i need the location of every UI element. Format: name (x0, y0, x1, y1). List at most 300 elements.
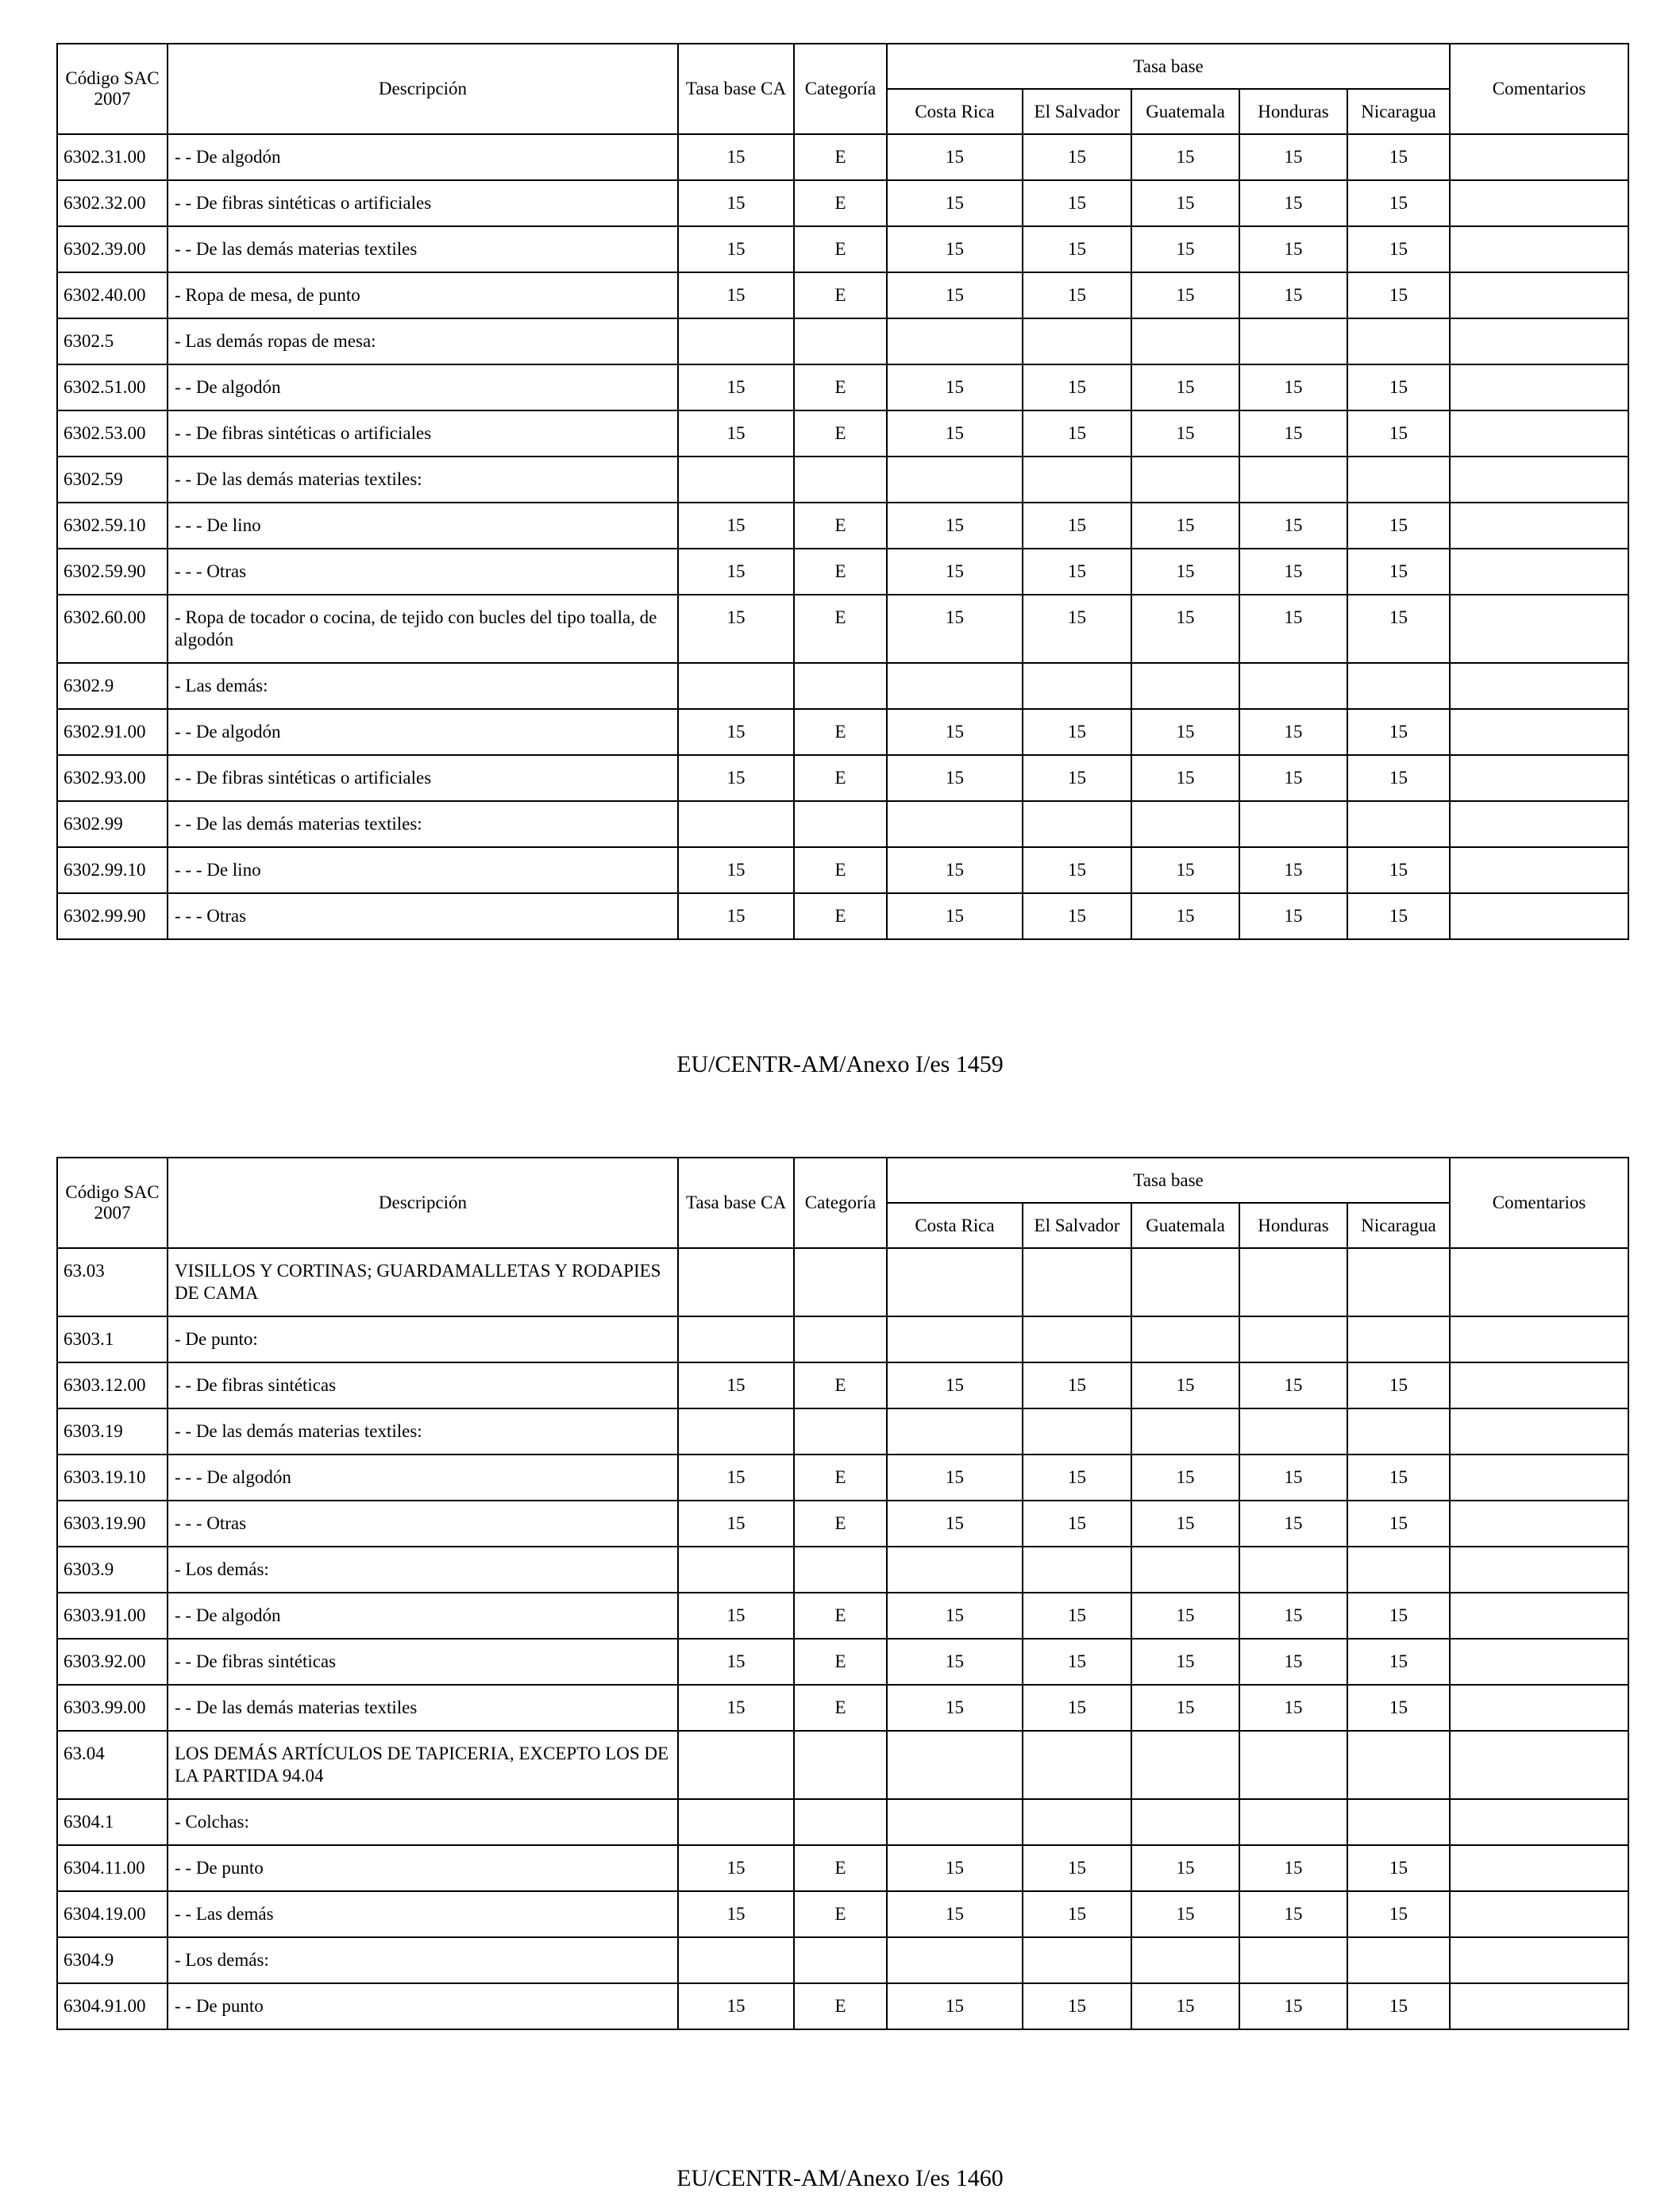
honduras-cell: 15 (1239, 364, 1347, 410)
table-row (57, 272, 1628, 318)
nicaragua-cell: 15 (1347, 410, 1450, 457)
guatemala-cell: 15 (1131, 1455, 1239, 1501)
honduras-cell: 15 (1239, 1845, 1347, 1891)
el-salvador-cell: 15 (1023, 134, 1131, 180)
categoria-cell: E (794, 595, 887, 663)
tasa-base-ca-cell: 15 (678, 503, 794, 549)
comentarios-cell (1450, 709, 1628, 755)
description-cell: - - De algodón (168, 709, 678, 755)
honduras-cell: 15 (1239, 1891, 1347, 1937)
description-cell: - - De las demás materias textiles (168, 1685, 678, 1731)
description-cell: - - De algodón (168, 1593, 678, 1639)
honduras-cell: 15 (1239, 503, 1347, 549)
costa-rica-cell (887, 1731, 1023, 1799)
comentarios-cell (1450, 457, 1628, 503)
header-nicaragua: Nicaragua (1347, 1203, 1450, 1248)
table-body (57, 1248, 1628, 2029)
costa-rica-cell (887, 663, 1023, 709)
code-cell: 6302.53.00 (57, 410, 168, 457)
code-cell: 6302.93.00 (57, 755, 168, 801)
categoria-cell: E (794, 1501, 887, 1547)
table-row (57, 1593, 1628, 1639)
header-tasa-base: Tasa base (887, 44, 1450, 89)
comentarios-cell (1450, 801, 1628, 847)
guatemala-cell (1131, 318, 1239, 364)
honduras-cell: 15 (1239, 893, 1347, 939)
table-row (57, 709, 1628, 755)
tasa-base-ca-cell: 15 (678, 709, 794, 755)
costa-rica-cell (887, 1547, 1023, 1593)
tasa-base-ca-cell (678, 663, 794, 709)
description-cell: - - - Otras (168, 1501, 678, 1547)
honduras-cell (1239, 1731, 1347, 1799)
comentarios-cell (1450, 1983, 1628, 2029)
comentarios-cell (1450, 1316, 1628, 1362)
el-salvador-cell (1023, 1731, 1131, 1799)
description-cell: - - - Otras (168, 893, 678, 939)
page-footer-1: EU/CENTR-AM/Anexo I/es 1459 (676, 1051, 1004, 1077)
nicaragua-cell: 15 (1347, 1685, 1450, 1731)
tariff-table-page-2 (56, 1157, 1629, 2030)
categoria-cell (794, 1248, 887, 1316)
nicaragua-cell (1347, 1799, 1450, 1845)
costa-rica-cell (887, 1316, 1023, 1362)
description-cell: - - De algodón (168, 134, 678, 180)
code-cell: 6302.51.00 (57, 364, 168, 410)
comentarios-cell (1450, 1799, 1628, 1845)
guatemala-cell: 15 (1131, 1593, 1239, 1639)
code-cell: 6302.31.00 (57, 134, 168, 180)
tasa-base-ca-cell (678, 1731, 794, 1799)
el-salvador-cell: 15 (1023, 755, 1131, 801)
description-cell: - - De fibras sintéticas (168, 1362, 678, 1408)
el-salvador-cell (1023, 801, 1131, 847)
guatemala-cell: 15 (1131, 134, 1239, 180)
categoria-cell: E (794, 180, 887, 226)
code-cell: 6302.32.00 (57, 180, 168, 226)
costa-rica-cell (887, 1248, 1023, 1316)
honduras-cell: 15 (1239, 1501, 1347, 1547)
honduras-cell: 15 (1239, 180, 1347, 226)
tasa-base-ca-cell (678, 1547, 794, 1593)
table-row (57, 1937, 1628, 1983)
nicaragua-cell: 15 (1347, 226, 1450, 272)
description-cell: - - - De lino (168, 847, 678, 893)
description-cell: - - De las demás materias textiles: (168, 1408, 678, 1455)
description-cell: - - De punto (168, 1983, 678, 2029)
header-costa-rica: Costa Rica (887, 89, 1023, 134)
tasa-base-ca-cell: 15 (678, 226, 794, 272)
description-cell: - - - Otras (168, 549, 678, 595)
tasa-base-ca-cell: 15 (678, 847, 794, 893)
tasa-base-ca-cell: 15 (678, 1983, 794, 2029)
description-cell: - - De fibras sintéticas o artificiales (168, 410, 678, 457)
code-cell: 6303.19 (57, 1408, 168, 1455)
costa-rica-cell: 15 (887, 180, 1023, 226)
guatemala-cell: 15 (1131, 226, 1239, 272)
nicaragua-cell: 15 (1347, 847, 1450, 893)
costa-rica-cell: 15 (887, 272, 1023, 318)
honduras-cell: 15 (1239, 847, 1347, 893)
categoria-cell (794, 457, 887, 503)
code-cell: 6303.12.00 (57, 1362, 168, 1408)
tasa-base-ca-cell: 15 (678, 1685, 794, 1731)
tasa-base-ca-cell (678, 457, 794, 503)
nicaragua-cell: 15 (1347, 1362, 1450, 1408)
costa-rica-cell (887, 1799, 1023, 1845)
code-cell: 6304.91.00 (57, 1983, 168, 2029)
table-row (57, 1316, 1628, 1362)
comentarios-cell (1450, 226, 1628, 272)
comentarios-cell (1450, 1455, 1628, 1501)
description-cell: - Ropa de tocador o cocina, de tejido con bucles del tipo toalla, de algodón (168, 595, 678, 663)
description-cell: - - - De algodón (168, 1455, 678, 1501)
tariff-table-page-1 (56, 43, 1629, 940)
el-salvador-cell: 15 (1023, 1501, 1131, 1547)
categoria-cell (794, 1799, 887, 1845)
categoria-cell: E (794, 226, 887, 272)
honduras-cell: 15 (1239, 595, 1347, 663)
el-salvador-cell: 15 (1023, 847, 1131, 893)
categoria-cell: E (794, 134, 887, 180)
honduras-cell (1239, 1248, 1347, 1316)
nicaragua-cell: 15 (1347, 893, 1450, 939)
honduras-cell (1239, 1937, 1347, 1983)
guatemala-cell: 15 (1131, 1983, 1239, 2029)
tasa-base-ca-cell: 15 (678, 1891, 794, 1937)
description-cell: - - De punto (168, 1845, 678, 1891)
nicaragua-cell: 15 (1347, 1845, 1450, 1891)
tasa-base-ca-cell: 15 (678, 1845, 794, 1891)
table-row (57, 549, 1628, 595)
guatemala-cell (1131, 1408, 1239, 1455)
code-cell: 6303.92.00 (57, 1639, 168, 1685)
guatemala-cell: 15 (1131, 272, 1239, 318)
tasa-base-ca-cell: 15 (678, 595, 794, 663)
description-cell: - - - De lino (168, 503, 678, 549)
tasa-base-ca-cell (678, 1408, 794, 1455)
guatemala-cell: 15 (1131, 1891, 1239, 1937)
description-cell: - Las demás: (168, 663, 678, 709)
guatemala-cell (1131, 457, 1239, 503)
nicaragua-cell: 15 (1347, 1891, 1450, 1937)
tasa-base-ca-cell: 15 (678, 1455, 794, 1501)
honduras-cell (1239, 457, 1347, 503)
header-honduras: Honduras (1239, 1203, 1347, 1248)
description-cell: - - De fibras sintéticas o artificiales (168, 180, 678, 226)
guatemala-cell: 15 (1131, 1362, 1239, 1408)
costa-rica-cell: 15 (887, 1845, 1023, 1891)
el-salvador-cell: 15 (1023, 709, 1131, 755)
header-costa-rica: Costa Rica (887, 1203, 1023, 1248)
header-tasa-base-ca: Tasa base CA (678, 1158, 794, 1248)
tasa-base-ca-cell: 15 (678, 410, 794, 457)
nicaragua-cell: 15 (1347, 272, 1450, 318)
honduras-cell (1239, 1316, 1347, 1362)
el-salvador-cell: 15 (1023, 1593, 1131, 1639)
el-salvador-cell: 15 (1023, 1639, 1131, 1685)
page-footer-2: EU/CENTR-AM/Anexo I/es 1460 (676, 2165, 1004, 2191)
table-row (57, 1639, 1628, 1685)
description-cell: - Los demás: (168, 1937, 678, 1983)
honduras-cell: 15 (1239, 1455, 1347, 1501)
header-descripcion: Descripción (168, 44, 678, 134)
tasa-base-ca-cell: 15 (678, 1501, 794, 1547)
honduras-cell: 15 (1239, 1639, 1347, 1685)
nicaragua-cell: 15 (1347, 1501, 1450, 1547)
description-cell: - - De fibras sintéticas o artificiales (168, 755, 678, 801)
el-salvador-cell (1023, 1547, 1131, 1593)
costa-rica-cell: 15 (887, 549, 1023, 595)
categoria-cell: E (794, 1983, 887, 2029)
code-cell: 6304.9 (57, 1937, 168, 1983)
description-cell: - Las demás ropas de mesa: (168, 318, 678, 364)
guatemala-cell: 15 (1131, 1639, 1239, 1685)
costa-rica-cell: 15 (887, 410, 1023, 457)
costa-rica-cell: 15 (887, 364, 1023, 410)
categoria-cell: E (794, 410, 887, 457)
guatemala-cell: 15 (1131, 847, 1239, 893)
guatemala-cell: 15 (1131, 755, 1239, 801)
costa-rica-cell: 15 (887, 1639, 1023, 1685)
code-cell: 6302.9 (57, 663, 168, 709)
honduras-cell (1239, 1547, 1347, 1593)
description-cell: - De punto: (168, 1316, 678, 1362)
nicaragua-cell: 15 (1347, 1983, 1450, 2029)
nicaragua-cell: 15 (1347, 595, 1450, 663)
costa-rica-cell: 15 (887, 755, 1023, 801)
nicaragua-cell (1347, 1937, 1450, 1983)
tasa-base-ca-cell: 15 (678, 893, 794, 939)
code-cell: 63.04 (57, 1731, 168, 1799)
honduras-cell: 15 (1239, 1593, 1347, 1639)
categoria-cell: E (794, 847, 887, 893)
honduras-cell (1239, 1799, 1347, 1845)
table-row (57, 1248, 1628, 1316)
guatemala-cell: 15 (1131, 180, 1239, 226)
comentarios-cell (1450, 364, 1628, 410)
honduras-cell (1239, 318, 1347, 364)
table-row (57, 318, 1628, 364)
code-cell: 6303.1 (57, 1316, 168, 1362)
el-salvador-cell: 15 (1023, 503, 1131, 549)
code-cell: 6304.19.00 (57, 1891, 168, 1937)
honduras-cell: 15 (1239, 549, 1347, 595)
code-cell: 6302.60.00 (57, 595, 168, 663)
el-salvador-cell (1023, 1248, 1131, 1316)
guatemala-cell: 15 (1131, 1501, 1239, 1547)
tasa-base-ca-cell (678, 318, 794, 364)
categoria-cell (794, 1316, 887, 1362)
code-cell: 6302.59 (57, 457, 168, 503)
guatemala-cell: 15 (1131, 1845, 1239, 1891)
comentarios-cell (1450, 318, 1628, 364)
el-salvador-cell (1023, 457, 1131, 503)
comentarios-cell (1450, 595, 1628, 663)
costa-rica-cell (887, 318, 1023, 364)
tasa-base-ca-cell: 15 (678, 549, 794, 595)
header-el-salvador: El Salvador (1023, 89, 1131, 134)
code-cell: 6304.1 (57, 1799, 168, 1845)
header-honduras: Honduras (1239, 89, 1347, 134)
honduras-cell (1239, 801, 1347, 847)
guatemala-cell (1131, 1316, 1239, 1362)
table-row (57, 457, 1628, 503)
tasa-base-ca-cell: 15 (678, 1639, 794, 1685)
comentarios-cell (1450, 893, 1628, 939)
nicaragua-cell: 15 (1347, 755, 1450, 801)
el-salvador-cell (1023, 1937, 1131, 1983)
costa-rica-cell: 15 (887, 893, 1023, 939)
comentarios-cell (1450, 1937, 1628, 1983)
el-salvador-cell: 15 (1023, 272, 1131, 318)
categoria-cell: E (794, 364, 887, 410)
el-salvador-cell (1023, 1408, 1131, 1455)
table-row (57, 1731, 1628, 1799)
nicaragua-cell: 15 (1347, 364, 1450, 410)
el-salvador-cell: 15 (1023, 1685, 1131, 1731)
header-guatemala: Guatemala (1131, 1203, 1239, 1248)
costa-rica-cell: 15 (887, 1362, 1023, 1408)
table-row (57, 1983, 1628, 2029)
comentarios-cell (1450, 503, 1628, 549)
costa-rica-cell: 15 (887, 1983, 1023, 2029)
el-salvador-cell: 15 (1023, 364, 1131, 410)
costa-rica-cell (887, 457, 1023, 503)
categoria-cell (794, 1937, 887, 1983)
el-salvador-cell: 15 (1023, 1362, 1131, 1408)
el-salvador-cell: 15 (1023, 226, 1131, 272)
guatemala-cell (1131, 1799, 1239, 1845)
honduras-cell: 15 (1239, 709, 1347, 755)
categoria-cell (794, 318, 887, 364)
tasa-base-ca-cell (678, 1248, 794, 1316)
categoria-cell: E (794, 755, 887, 801)
table-row (57, 364, 1628, 410)
nicaragua-cell (1347, 1408, 1450, 1455)
header-tasa-base-ca: Tasa base CA (678, 44, 794, 134)
tasa-base-ca-cell: 15 (678, 1362, 794, 1408)
description-cell: - - De las demás materias textiles: (168, 801, 678, 847)
honduras-cell: 15 (1239, 1362, 1347, 1408)
code-cell: 6302.99.90 (57, 893, 168, 939)
tasa-base-ca-cell (678, 801, 794, 847)
costa-rica-cell: 15 (887, 134, 1023, 180)
el-salvador-cell: 15 (1023, 410, 1131, 457)
table-row (57, 847, 1628, 893)
costa-rica-cell (887, 801, 1023, 847)
code-cell: 6304.11.00 (57, 1845, 168, 1891)
comentarios-cell (1450, 1639, 1628, 1685)
table-row (57, 801, 1628, 847)
nicaragua-cell (1347, 1316, 1450, 1362)
description-cell: LOS DEMÁS ARTÍCULOS DE TAPICERIA, EXCEPTO LOS DE LA PARTIDA 94.04 (168, 1731, 678, 1799)
table-header (57, 44, 1628, 134)
code-cell: 6302.99 (57, 801, 168, 847)
nicaragua-cell (1347, 663, 1450, 709)
comentarios-cell (1450, 549, 1628, 595)
table-row (57, 1408, 1628, 1455)
code-cell: 6303.19.10 (57, 1455, 168, 1501)
code-cell: 6302.59.10 (57, 503, 168, 549)
description-cell: - - De las demás materias textiles: (168, 457, 678, 503)
nicaragua-cell: 15 (1347, 709, 1450, 755)
table-row (57, 1845, 1628, 1891)
categoria-cell: E (794, 1455, 887, 1501)
comentarios-cell (1450, 1685, 1628, 1731)
nicaragua-cell (1347, 457, 1450, 503)
table-header (57, 1158, 1628, 1248)
guatemala-cell: 15 (1131, 709, 1239, 755)
guatemala-cell (1131, 1731, 1239, 1799)
code-cell: 63.03 (57, 1248, 168, 1316)
costa-rica-cell: 15 (887, 595, 1023, 663)
code-cell: 6302.99.10 (57, 847, 168, 893)
header-categoria: Categoría (794, 1158, 887, 1248)
table-row (57, 1362, 1628, 1408)
description-cell: - Colchas: (168, 1799, 678, 1845)
table-row (57, 595, 1628, 663)
table-row (57, 1685, 1628, 1731)
tasa-base-ca-cell: 15 (678, 272, 794, 318)
honduras-cell: 15 (1239, 272, 1347, 318)
table-row (57, 134, 1628, 180)
honduras-cell: 15 (1239, 410, 1347, 457)
honduras-cell: 15 (1239, 134, 1347, 180)
comentarios-cell (1450, 755, 1628, 801)
table-row (57, 410, 1628, 457)
description-cell: - - De algodón (168, 364, 678, 410)
tasa-base-ca-cell: 15 (678, 1593, 794, 1639)
guatemala-cell (1131, 1248, 1239, 1316)
categoria-cell (794, 1731, 887, 1799)
code-cell: 6302.59.90 (57, 549, 168, 595)
table-row (57, 226, 1628, 272)
tasa-base-ca-cell (678, 1799, 794, 1845)
comentarios-cell (1450, 410, 1628, 457)
nicaragua-cell: 15 (1347, 134, 1450, 180)
header-descripcion: Descripción (168, 1158, 678, 1248)
comentarios-cell (1450, 134, 1628, 180)
table-row (57, 893, 1628, 939)
categoria-cell (794, 801, 887, 847)
el-salvador-cell: 15 (1023, 1455, 1131, 1501)
el-salvador-cell: 15 (1023, 549, 1131, 595)
description-cell: VISILLOS Y CORTINAS; GUARDAMALLETAS Y RODAPIES DE CAMA (168, 1248, 678, 1316)
categoria-cell: E (794, 272, 887, 318)
code-cell: 6302.40.00 (57, 272, 168, 318)
table-body (57, 134, 1628, 939)
table-row (57, 755, 1628, 801)
table-row (57, 1891, 1628, 1937)
header-comentarios: Comentarios (1450, 44, 1628, 134)
el-salvador-cell (1023, 318, 1131, 364)
nicaragua-cell: 15 (1347, 503, 1450, 549)
description-cell: - - De las demás materias textiles (168, 226, 678, 272)
table-row (57, 503, 1628, 549)
el-salvador-cell: 15 (1023, 893, 1131, 939)
categoria-cell: E (794, 549, 887, 595)
description-cell: - - De fibras sintéticas (168, 1639, 678, 1685)
table-row (57, 180, 1628, 226)
honduras-cell: 15 (1239, 1685, 1347, 1731)
description-cell: - Los demás: (168, 1547, 678, 1593)
header-comentarios: Comentarios (1450, 1158, 1628, 1248)
costa-rica-cell: 15 (887, 503, 1023, 549)
nicaragua-cell (1347, 1731, 1450, 1799)
description-cell: - - Las demás (168, 1891, 678, 1937)
header-codigo: Código SAC 2007 (57, 44, 168, 134)
